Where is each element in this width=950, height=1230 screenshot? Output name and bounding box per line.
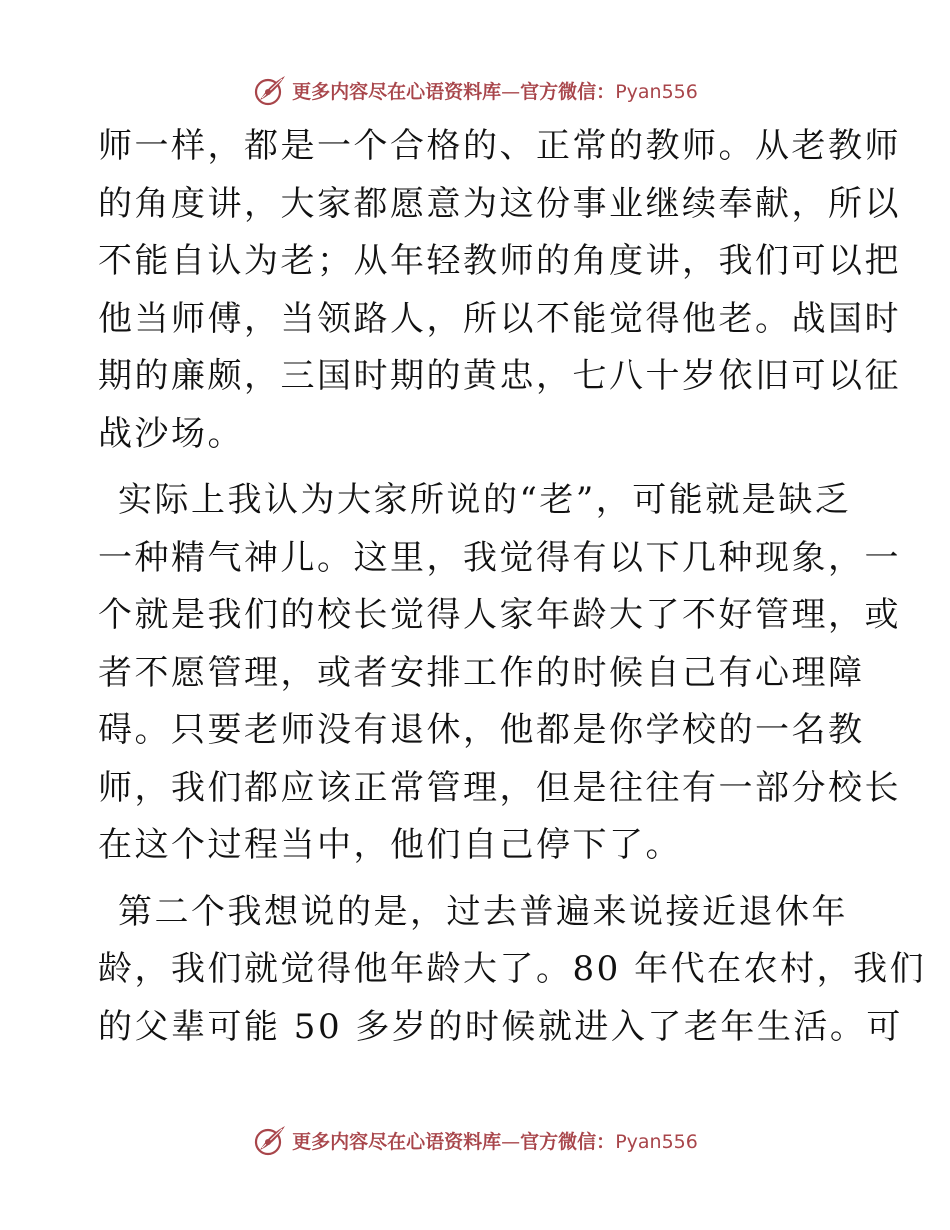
header-text xyxy=(292,77,698,104)
text-line: 的父辈可能 50 多岁的时候就进入了老年生活。可 xyxy=(98,1006,903,1047)
text-line: 战沙场。 xyxy=(98,413,244,454)
document-body xyxy=(98,118,927,1065)
footer-banner xyxy=(0,1120,950,1160)
header-account: Pyan556 xyxy=(615,80,698,103)
text-line: 龄，我们就觉得他年龄大了。80 年代在农村，我们 xyxy=(98,949,927,989)
text-line: 个就是我们的校长觉得人家年龄大了不好管理，或 xyxy=(98,595,901,635)
paragraph-1 xyxy=(98,118,901,463)
header-banner xyxy=(0,70,950,110)
footer-text xyxy=(292,1127,698,1154)
text-line: 的角度讲，大家都愿意为这份事业继续奉献，所以 xyxy=(98,183,901,224)
text-line: 师，我们都应该正常管理，但是往往有一部分校长 xyxy=(98,767,901,808)
header-wechat-label: 官方微信： xyxy=(520,80,616,103)
text-line: 他当师傅，当领路人，所以不能觉得他老。战国时 xyxy=(98,298,901,339)
paragraph-2 xyxy=(98,472,901,875)
text-line: 期的廉颇，三国时期的黄忠，七八十岁依旧可以征 xyxy=(98,356,901,396)
footer-brand: 更多内容尽在心语资料库 xyxy=(292,1130,502,1153)
header-dash: — xyxy=(501,80,521,103)
footer-wechat-label: 官方微信： xyxy=(520,1130,616,1153)
text-line: 碍。只要老师没有退休，他都是你学校的一名教 xyxy=(98,710,865,750)
text-line: 者不愿管理，或者安排工作的时候自己有心理障 xyxy=(98,652,865,693)
feather-pen-logo-icon xyxy=(252,72,288,108)
header-brand: 更多内容尽在心语资料库 xyxy=(292,80,502,103)
footer-dash: — xyxy=(501,1130,521,1153)
text-line: 在这个过程当中，他们自己停下了。 xyxy=(98,825,682,865)
paragraph-3 xyxy=(98,884,927,1057)
text-line: 一种精气神儿。这里，我觉得有以下几种现象，一 xyxy=(98,537,901,578)
feather-pen-logo-icon xyxy=(252,1122,288,1158)
text-line: 师一样，都是一个合格的、正常的教师。从老教师 xyxy=(98,126,901,166)
footer-account: Pyan556 xyxy=(615,1130,698,1153)
text-line: 不能自认为老；从年轻教师的角度讲，我们可以把 xyxy=(98,241,901,281)
text-line: 第二个我想说的是，过去普遍来说接近退休年 xyxy=(118,891,848,932)
text-line: 实际上我认为大家所说的“老”，可能就是缺乏 xyxy=(118,480,852,520)
